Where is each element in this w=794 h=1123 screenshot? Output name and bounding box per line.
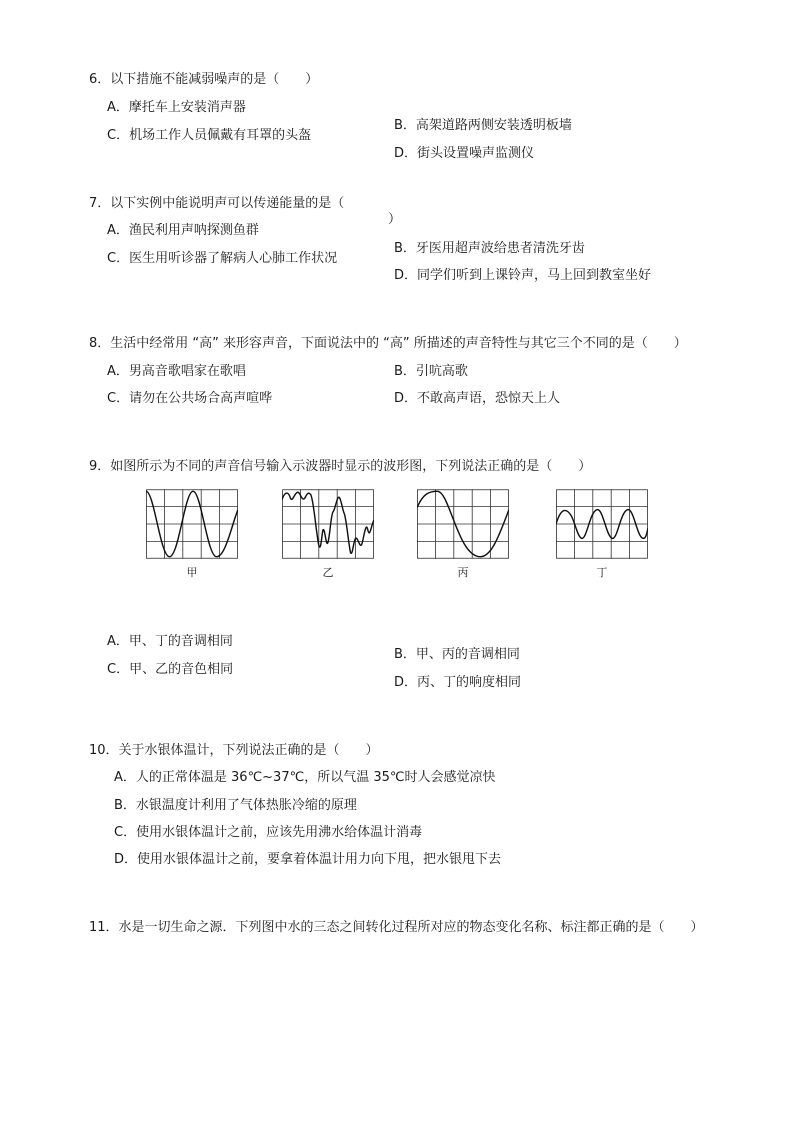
waveform-label-bing: 丙 <box>457 566 469 579</box>
question-7-option-c: C．医生用听诊器了解病人心肺工作状况 <box>107 251 338 266</box>
question-9-option-b: B．甲、丙的音调相同 <box>394 647 520 662</box>
question-6-stem: 6．以下措施不能减弱噪声的是（ ） <box>89 72 319 87</box>
question-10-option-b: B．水银温度计利用了气体热胀冷缩的原理 <box>114 798 357 813</box>
waveform-bing <box>417 489 509 559</box>
waveform-yi <box>282 489 374 559</box>
question-6-option-a: A．摩托车上安装消声器 <box>107 100 246 115</box>
question-10-option-d: D．使用水银体温计之前，要拿着体温计用力向下甩，把水银甩下去 <box>114 852 502 867</box>
question-11-stem: 11．水是一切生命之源．下列图中水的三态之间转化过程所对应的物态变化名称、标注都正确的是（ ） <box>89 920 704 935</box>
question-9-option-a: A．甲、丁的音调相同 <box>107 634 233 649</box>
question-10-stem: 10．关于水银体温计，下列说法正确的是（ ） <box>89 743 379 758</box>
waveform-ding <box>556 489 648 559</box>
question-10-option-a: A．人的正常体温是 36℃~37℃，所以气温 35℃时人会感觉凉快 <box>114 770 496 785</box>
question-9-option-c: C．甲、乙的音色相同 <box>107 662 234 677</box>
question-8-stem: 8．生活中经常用 “高” 来形容声音，下面说法中的 “高” 所描述的声音特性与其它三个不同的是（ ） <box>89 336 687 351</box>
question-8-option-d: D．不敢高声语，恐惊天上人 <box>394 391 561 406</box>
waveform-label-ding: 丁 <box>596 566 608 579</box>
waveform-label-jia: 甲 <box>186 566 198 579</box>
waveform-jia <box>146 489 238 559</box>
question-7-stem: 7．以下实例中能说明声可以传递能量的是（ <box>89 196 345 211</box>
question-10-option-c: C．使用水银体温计之前，应该先用沸水给体温计消毒 <box>114 825 423 840</box>
question-9-option-d: D．丙、丁的响度相同 <box>394 675 522 690</box>
question-6-option-b: B．高架道路两侧安装透明板墙 <box>394 118 572 133</box>
question-7-stem-tail: ） <box>388 212 402 227</box>
question-7-option-d: D．同学们听到上课铃声，马上回到教室坐好 <box>394 268 652 283</box>
question-7-option-a: A．渔民利用声呐探测鱼群 <box>107 223 259 238</box>
question-8-option-a: A．男高音歌唱家在歌唱 <box>107 364 246 379</box>
question-6-option-c: C．机场工作人员佩戴有耳罩的头盔 <box>107 128 312 143</box>
question-7-option-b: B．牙医用超声波给患者清洗牙齿 <box>394 241 585 256</box>
question-9-stem: 9．如图所示为不同的声音信号输入示波器时显示的波形图，下列说法正确的是（ ） <box>89 459 592 474</box>
waveform-label-yi: 乙 <box>322 566 334 579</box>
question-8-option-b: B．引吭高歌 <box>394 364 468 379</box>
question-6-option-d: D．街头设置噪声监测仪 <box>394 146 535 161</box>
question-8-option-c: C．请勿在公共场合高声喧哗 <box>107 391 273 406</box>
